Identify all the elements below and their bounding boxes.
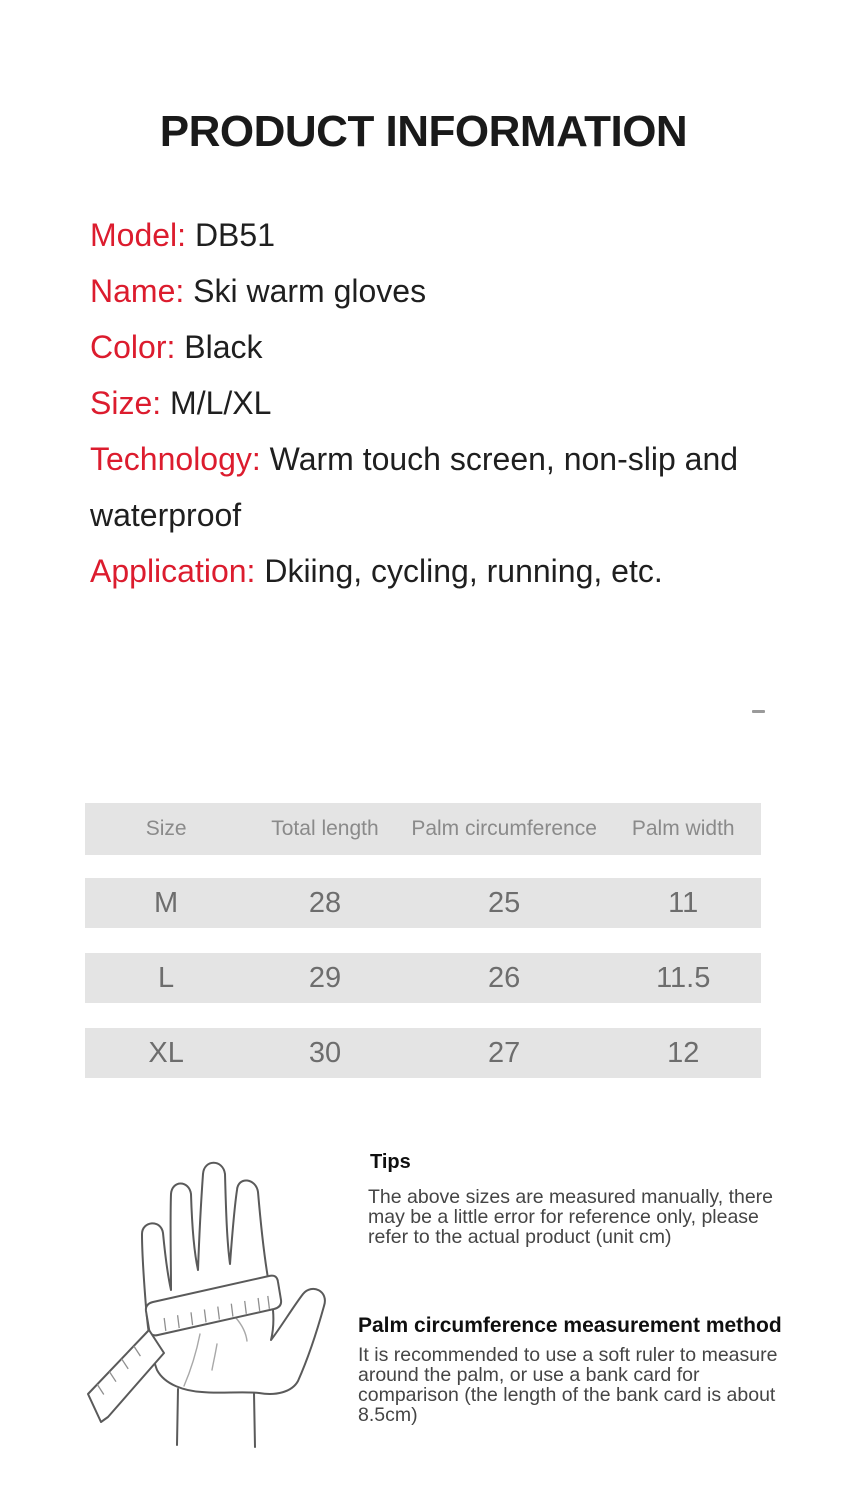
spec-value: M/L/XL (170, 385, 272, 421)
product-specs-list (90, 207, 790, 599)
table-cell-total-length: 28 (308, 886, 342, 919)
table-cell-palm-width: 11 (668, 886, 699, 919)
ruler-strip (88, 1330, 164, 1422)
size-table (85, 803, 761, 1103)
table-cell-palm-circumference: 26 (487, 961, 521, 994)
table-header-row (85, 803, 761, 855)
table-cell-size: L (158, 961, 175, 994)
measurement-method-section (358, 1313, 828, 1425)
divider-dash (752, 710, 765, 713)
tips-section (358, 1150, 818, 1247)
spec-label: Application: (90, 553, 256, 589)
measurement-method-title: Palm circumference measurement method (358, 1314, 782, 1337)
spec-label: Name: (90, 273, 185, 309)
spec-line-size (90, 375, 790, 431)
spec-value: Dkiing, cycling, running, etc. (264, 553, 663, 589)
table-row-xl (85, 1028, 761, 1078)
table-cell-size: M (154, 886, 179, 919)
tips-text-line: may be a little error for reference only, please (368, 1206, 759, 1228)
spec-label: Model: (90, 217, 187, 253)
spec-line-color (90, 319, 790, 375)
measurement-method-body (358, 1345, 828, 1425)
method-text-line: comparison (the length of the bank card is about (358, 1384, 776, 1406)
table-cell-size: XL (148, 1036, 184, 1069)
spec-line-technology (90, 431, 790, 543)
table-cell-palm-width: 12 (667, 1036, 700, 1069)
spec-line-model (90, 207, 790, 263)
table-cell-palm-circumference: 27 (487, 1036, 521, 1069)
column-header-total-length: Total length (271, 817, 379, 840)
table-cell-palm-circumference: 25 (487, 886, 521, 919)
tips-title: Tips (370, 1151, 411, 1173)
wrist-lines (177, 1389, 255, 1447)
column-header-size: Size (145, 817, 187, 840)
table-cell-palm-width: 11.5 (656, 961, 711, 994)
spec-label: Technology: (90, 441, 261, 477)
spec-value: Ski warm gloves (193, 273, 427, 309)
tips-text-line: The above sizes are measured manually, there (368, 1186, 774, 1208)
spec-label: Color: (90, 329, 176, 365)
tips-text-line: refer to the actual product (unit cm) (368, 1226, 672, 1248)
column-header-palm-circumference: Palm circumference (411, 817, 597, 840)
spec-label: Size: (90, 385, 162, 421)
table-row-l (85, 953, 761, 1003)
method-text-line: around the palm, or use a bank card for (358, 1364, 700, 1386)
spec-value: DB51 (194, 217, 275, 253)
table-cell-total-length: 30 (308, 1036, 342, 1069)
hand-measuring-tape-illustration (50, 1142, 360, 1487)
spec-value: Warm touch screen, non-slip and waterproof (90, 441, 739, 533)
tips-body (358, 1187, 818, 1247)
table-row-m (85, 878, 761, 928)
table-cell-total-length: 29 (308, 961, 342, 994)
method-text-line: 8.5cm) (358, 1404, 418, 1426)
spec-line-name (90, 263, 790, 319)
spec-line-application (90, 543, 790, 599)
page-title: PRODUCT INFORMATION (159, 107, 688, 156)
spec-value: Black (184, 329, 263, 365)
column-header-palm-width: Palm width (631, 817, 735, 840)
method-text-line: It is recommended to use a soft ruler to measure (358, 1344, 778, 1366)
hand-outline (142, 1163, 325, 1394)
